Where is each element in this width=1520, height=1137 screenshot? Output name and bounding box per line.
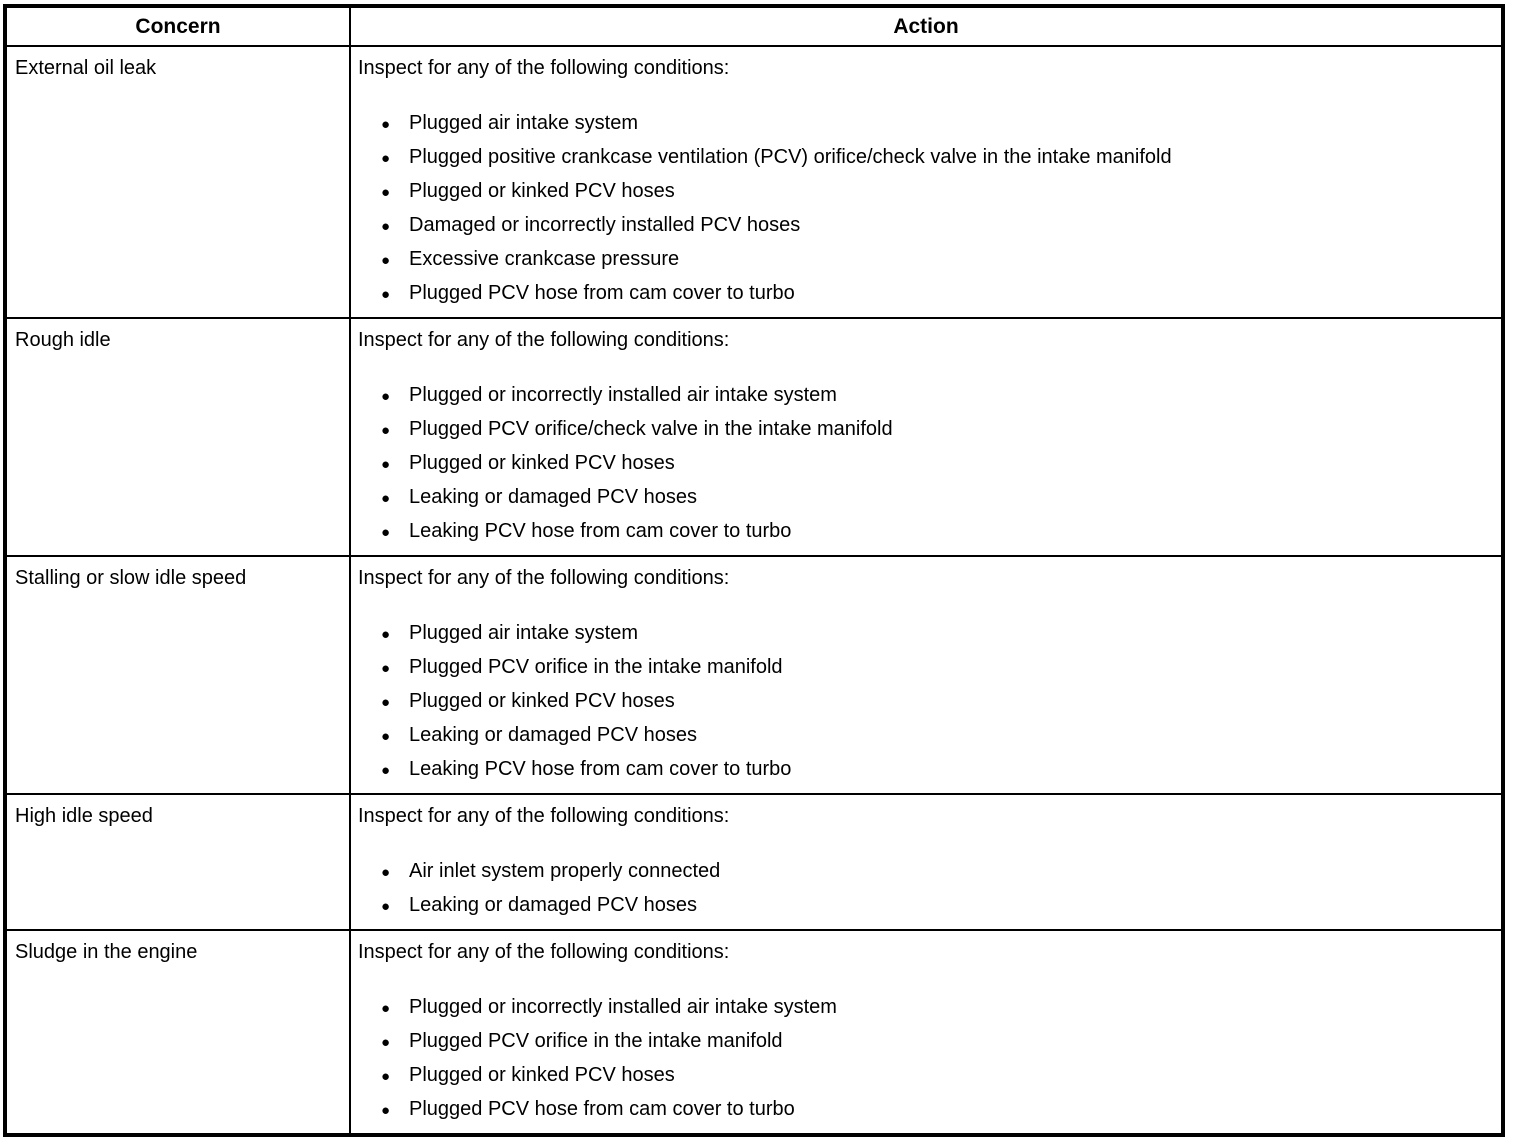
bullet-icon: ●	[381, 490, 391, 507]
concern-action-table	[3, 4, 1505, 1137]
list-item-text: Plugged or incorrectly installed air intake system	[409, 996, 837, 1018]
list-item	[358, 481, 1491, 515]
bullet-icon: ●	[381, 864, 391, 881]
list-item	[358, 1093, 1491, 1127]
list-item	[358, 889, 1491, 923]
list-item-text: Leaking PCV hose from cam cover to turbo	[409, 758, 792, 780]
bullet-icon: ●	[381, 150, 391, 167]
list-item	[358, 719, 1491, 753]
bullet-icon: ●	[381, 286, 391, 303]
bullet-icon: ●	[381, 1102, 391, 1119]
bullet-icon: ●	[381, 184, 391, 201]
list-item-text: Leaking or damaged PCV hoses	[409, 486, 697, 508]
bullet-icon: ●	[381, 762, 391, 779]
list-item	[358, 175, 1491, 209]
list-item-text: Leaking or damaged PCV hoses	[409, 724, 697, 746]
bullet-icon: ●	[381, 694, 391, 711]
concern-sludge-in-the-engine: Sludge in the engine	[15, 941, 198, 963]
list-item-text: Plugged PCV hose from cam cover to turbo	[409, 282, 795, 304]
concern-stalling-or-slow-idle-speed: Stalling or slow idle speed	[15, 567, 247, 589]
list-item	[358, 617, 1491, 651]
action-cell	[351, 47, 1501, 317]
list-item-text: Plugged air intake system	[409, 622, 639, 644]
list-item-text: Plugged or kinked PCV hoses	[409, 180, 675, 202]
list-item	[358, 1025, 1491, 1059]
table-row	[5, 318, 1503, 556]
list-item	[358, 379, 1491, 413]
list-item	[358, 141, 1491, 175]
list-item	[358, 1059, 1491, 1093]
list-item	[358, 651, 1491, 685]
concern-external-oil-leak: External oil leak	[15, 57, 157, 79]
bullet-icon: ●	[381, 456, 391, 473]
list-item-text: Air inlet system properly connected	[409, 860, 721, 882]
action-intro: Inspect for any of the following conditions:	[358, 567, 730, 589]
list-item	[358, 855, 1491, 889]
list-item-text: Leaking PCV hose from cam cover to turbo	[409, 520, 792, 542]
action-cell	[351, 319, 1501, 555]
list-item-text: Plugged air intake system	[409, 112, 639, 134]
list-item	[358, 685, 1491, 719]
list-item	[358, 209, 1491, 243]
action-cell	[351, 557, 1501, 793]
table-header-row	[5, 6, 1503, 46]
bullet-icon: ●	[381, 626, 391, 643]
concern-rough-idle: Rough idle	[15, 329, 111, 351]
bullet-icon: ●	[381, 898, 391, 915]
list-item-text: Plugged positive crankcase ventilation (PCV) orifice/check valve in the intake manifold	[409, 146, 1172, 168]
list-item-text: Excessive crankcase pressure	[409, 248, 680, 270]
action-cell	[351, 931, 1501, 1133]
bullet-icon: ●	[381, 1034, 391, 1051]
list-item	[358, 753, 1491, 787]
action-intro: Inspect for any of the following conditions:	[358, 805, 730, 827]
list-item	[358, 447, 1491, 481]
list-item-text: Plugged PCV orifice in the intake manifold	[409, 1030, 783, 1052]
bullet-icon: ●	[381, 1068, 391, 1085]
list-item-text: Leaking or damaged PCV hoses	[409, 894, 697, 916]
column-header-action: Action	[350, 6, 1503, 46]
action-bullet-list	[358, 379, 1491, 549]
action-intro: Inspect for any of the following conditions:	[358, 329, 730, 351]
list-item	[358, 515, 1491, 549]
list-item-text: Plugged or kinked PCV hoses	[409, 452, 675, 474]
bullet-icon: ●	[381, 252, 391, 269]
column-header-concern: Concern	[5, 6, 350, 46]
table-row	[5, 556, 1503, 794]
table-row	[5, 794, 1503, 930]
bullet-icon: ●	[381, 116, 391, 133]
list-item-text: Plugged PCV orifice/check valve in the intake manifold	[409, 418, 893, 440]
action-bullet-list	[358, 617, 1491, 787]
list-item	[358, 107, 1491, 141]
list-item	[358, 991, 1491, 1025]
action-cell	[351, 795, 1501, 929]
bullet-icon: ●	[381, 1000, 391, 1017]
table-row	[5, 46, 1503, 318]
action-bullet-list	[358, 855, 1491, 923]
list-item-text: Plugged or incorrectly installed air intake system	[409, 384, 837, 406]
bullet-icon: ●	[381, 524, 391, 541]
bullet-icon: ●	[381, 388, 391, 405]
bullet-icon: ●	[381, 728, 391, 745]
list-item	[358, 243, 1491, 277]
action-intro: Inspect for any of the following conditions:	[358, 941, 730, 963]
table-row	[5, 930, 1503, 1135]
list-item-text: Plugged PCV orifice in the intake manifold	[409, 656, 783, 678]
action-intro: Inspect for any of the following conditions:	[358, 57, 730, 79]
list-item-text: Plugged or kinked PCV hoses	[409, 690, 675, 712]
list-item-text: Damaged or incorrectly installed PCV hoses	[409, 214, 801, 236]
action-bullet-list	[358, 107, 1491, 311]
list-item-text: Plugged PCV hose from cam cover to turbo	[409, 1098, 795, 1120]
list-item-text: Plugged or kinked PCV hoses	[409, 1064, 675, 1086]
concern-high-idle-speed: High idle speed	[15, 805, 153, 827]
bullet-icon: ●	[381, 660, 391, 677]
bullet-icon: ●	[381, 422, 391, 439]
list-item	[358, 277, 1491, 311]
list-item	[358, 413, 1491, 447]
action-bullet-list	[358, 991, 1491, 1127]
bullet-icon: ●	[381, 218, 391, 235]
